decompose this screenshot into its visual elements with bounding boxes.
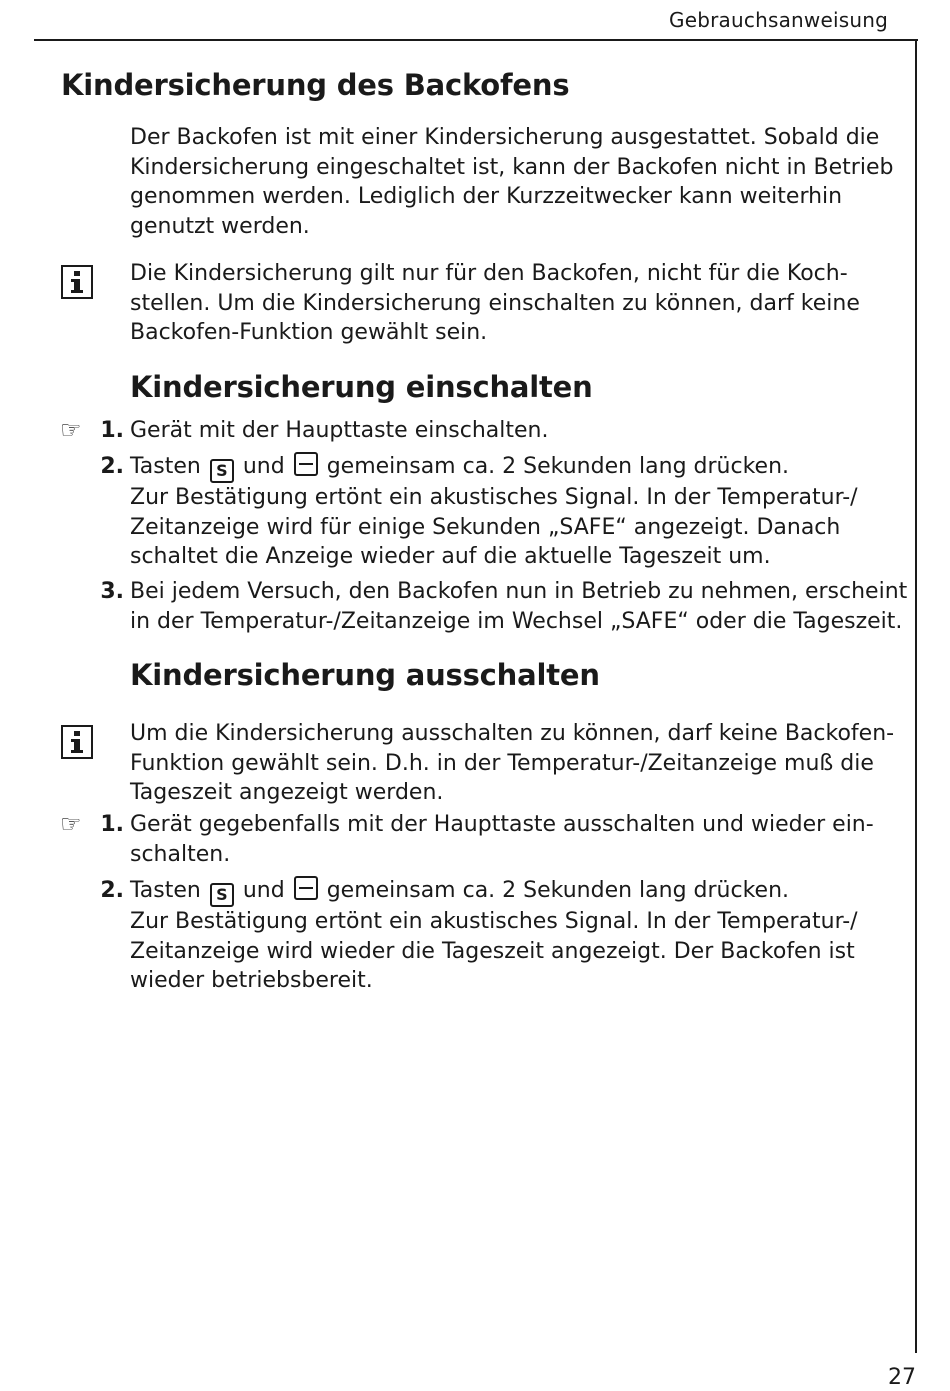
s-key-icon: S [210,459,234,483]
info-icon [61,265,93,299]
step-text: Tasten S und gemeinsam ca. 2 Sekunden lang drücken. Zur Bestätigung ertönt ein akustisches Signal. In der Temperatur-/ Zeitanzeige wird wieder die Tageszeit angezeigt. Der Backofen ist wieder betriebsbereit. [130,878,858,993]
step-number: 3. [100,579,124,604]
page-title: Kindersicherung des Backofens [61,68,570,102]
step-text: Bei jedem Versuch, den Backofen nun in Betrieb zu nehmen, erscheint in der Temperatur-/Zeitanzeige im Wechsel „SAFE“ oder die Tageszeit. [130,579,908,634]
s-key-icon: S [210,883,234,907]
note-paragraph: Die Kindersicherung gilt nur für den Backofen, nicht für die Koch- stellen. Um die Kindersicherung einschalten zu können, darf keine Backofen-Funktion gewählt sein. [130,261,860,345]
pointing-hand-icon: ☞ [60,416,82,444]
step-text: Gerät gegebenfalls mit der Haupttaste ausschalten und wieder ein- schalten. [130,812,874,867]
info-icon [61,725,93,759]
step-number: 2. [100,454,124,479]
running-head: Gebrauchsanweisung [669,8,888,32]
minus-key-icon [294,452,318,476]
minus-key-icon [294,876,318,900]
note-paragraph: Um die Kindersicherung ausschalten zu können, darf keine Backofen- Funktion gewählt sein. D.h. in der Temperatur-/Zeitanzeige muß die Tageszeit angezeigt werden. [130,721,895,805]
step-text: Gerät mit der Haupttaste einschalten. [130,418,549,443]
intro-paragraph: Der Backofen ist mit einer Kindersicherung ausgestattet. Sobald die Kindersicherung eingeschaltet ist, kann der Backofen nicht in Betrieb genommen werden. Lediglich der Kurzzeitwecker kann weiterhin genutzt werden. [130,125,894,239]
margin-rule [915,39,917,1353]
page-number: 27 [888,1365,916,1390]
step-number: 1. [100,418,124,443]
header-rule [34,39,918,41]
pointing-hand-icon: ☞ [60,810,82,838]
step-number: 1. [100,812,124,837]
step-text: Tasten S und gemeinsam ca. 2 Sekunden lang drücken. Zur Bestätigung ertönt ein akustisches Signal. In der Temperatur-/ Zeitanzeige wird für einige Sekunden „SAFE“ angezeigt. Danach schaltet die Anzeige wieder auf die aktuelle Tageszeit um. [130,454,858,569]
section-title-ausschalten: Kindersicherung ausschalten [130,658,600,692]
section-title-einschalten: Kindersicherung einschalten [130,370,593,404]
step-number: 2. [100,878,124,903]
